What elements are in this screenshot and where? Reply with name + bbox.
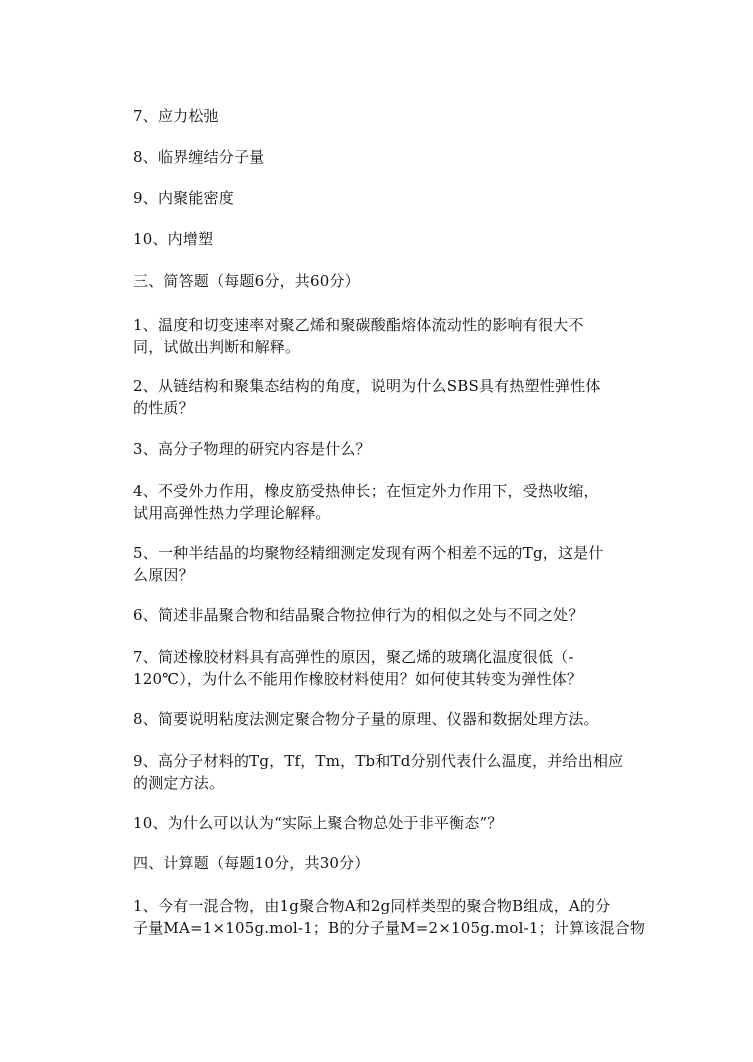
question-1-line-2: 同，试做出判断和解释。 xyxy=(133,338,301,356)
calc-question-1-line-1: 1、今有一混合物，由1g聚合物A和2g同样类型的聚合物B组成，A的分 xyxy=(133,897,611,915)
question-4-line-1: 4、不受外力作用，橡皮筋受热伸长；在恒定外力作用下，受热收缩， xyxy=(133,482,599,500)
question-8-line-1: 8、简要说明粘度法测定聚合物分子量的原理、仪器和数据处理方法。 xyxy=(133,710,599,728)
term-item-9: 9、内聚能密度 xyxy=(133,189,234,207)
question-3-line-1: 3、高分子物理的研究内容是什么？ xyxy=(133,440,371,458)
term-item-8: 8、临界缠结分子量 xyxy=(133,148,265,166)
term-item-7: 7、应力松弛 xyxy=(133,107,219,125)
question-9-line-2: 的测定方法。 xyxy=(133,774,225,792)
question-6-line-1: 6、简述非晶聚合物和结晶聚合物拉伸行为的相似之处与不同之处？ xyxy=(133,606,584,624)
section-3-heading: 三、简答题（每题6分，共60分） xyxy=(133,272,360,290)
question-9-line-1: 9、高分子材料的Tg，Tf，Tm，Tb和Td分别代表什么温度，并给出相应 xyxy=(133,752,624,770)
question-7-line-1: 7、简述橡胶材料具有高弹性的原因，聚乙烯的玻璃化温度很低（- xyxy=(133,648,574,666)
question-1-line-1: 1、温度和切变速率对聚乙烯和聚碳酸酯熔体流动性的影响有很大不 xyxy=(133,316,584,334)
question-5-line-2: 么原因？ xyxy=(133,566,194,584)
section-4-heading: 四、计算题（每题10分，共30分） xyxy=(133,854,370,872)
question-5-line-1: 5、一种半结晶的均聚物经精细测定发现有两个相差不远的Tg，这是什 xyxy=(133,544,604,562)
term-item-10: 10、内增塑 xyxy=(133,230,214,248)
question-4-line-2: 试用高弹性热力学理论解释。 xyxy=(133,504,331,522)
question-7-line-2: 120℃），为什么不能用作橡胶材料使用？如何使其转变为弹性体？ xyxy=(133,670,583,688)
calc-question-1-line-2: 子量MA=1×105g.mol-1；B的分子量M=2×105g.mol-1；计算该混合物 xyxy=(133,919,646,937)
question-2-line-2: 的性质？ xyxy=(133,399,194,417)
question-10-line-1: 10、为什么可以认为“实际上聚合物总处于非平衡态”？ xyxy=(133,814,503,832)
question-2-line-1: 2、从链结构和聚集态结构的角度，说明为什么SBS具有热塑性弹性体 xyxy=(133,377,601,395)
